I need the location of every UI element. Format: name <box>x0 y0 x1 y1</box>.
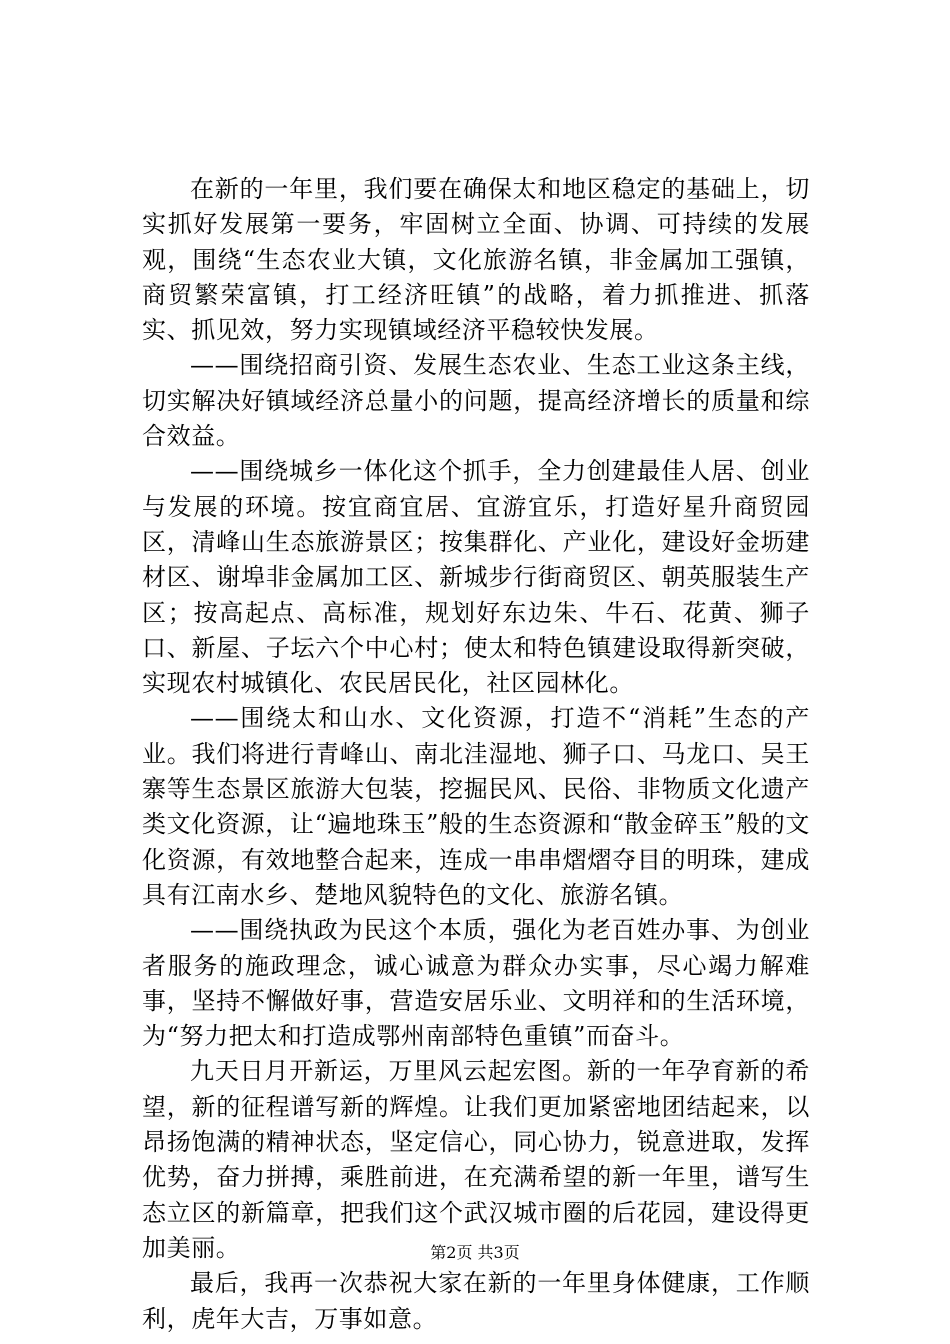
paragraph-6: 九天日月开新运，万里风云起宏图。新的一年孕育新的希望，新的征程谱写新的辉煌。让我们更加紧密地团结起来，以昂扬饱满的精神状态，坚定信心，同心协力，锐意进取，发挥优势，奋力拼搏，乘胜前进，在充满希望的新一年里，谱写生态立区的新篇章，把我们这个武汉城市圈的后花园，建设得更加美丽。 <box>142 1057 810 1262</box>
paragraph-5: ——围绕执政为民这个本质，强化为老百姓办事、为创业者服务的施政理念，诚心诚意为群众办实事，尽心竭力解难事，坚持不懈做好事，营造安居乐业、文明祥和的生活环境，为“努力把太和打造成鄂州南部特色重镇”而奋斗。 <box>142 916 810 1051</box>
paragraph-3: ——围绕城乡一体化这个抓手，全力创建最佳人居、创业与发展的环境。按宜商宜居、宜游宜乐，打造好星升商贸园区，清峰山生态旅游景区；按集群化、产业化，建设好金坜建材区、谢埠非金属加工区、新城步行街商贸区、朝英服装生产区；按高起点、高标准，规划好东边朱、牛石、花黄、狮子口、新屋、子坛六个中心村；使太和特色镇建设取得新突破，实现农村城镇化、农民居民化，社区园林化。 <box>142 457 810 698</box>
paragraph-1: 在新的一年里，我们要在确保太和地区稳定的基础上，切实抓好发展第一要务，牢固树立全面、协调、可持续的发展观，围绕“生态农业大镇，文化旅游名镇，非金属加工强镇，商贸繁荣富镇，打工经济旺镇”的战略，着力抓推进、抓落实、抓见效，努力实现镇域经济平稳较快发展。 <box>142 175 810 345</box>
document-body <box>142 172 810 1337</box>
paragraph-2: ——围绕招商引资、发展生态农业、生态工业这条主线，切实解决好镇域经济总量小的问题，提高经济增长的质量和综合效益。 <box>142 351 810 451</box>
paragraph-7: 最后，我再一次恭祝大家在新的一年里身体健康，工作顺利，虎年大吉，万事如意。 <box>142 1269 810 1333</box>
page-number-footer: 第2页 共3页 <box>430 1243 520 1262</box>
paragraph-4: ——围绕太和山水、文化资源，打造不“消耗”生态的产业。我们将进行青峰山、南北洼湿地、狮子口、马龙口、吴王寨等生态景区旅游大包装，挖掘民风、民俗、非物质文化遗产类文化资源，让“遍地珠玉”般的生态资源和“散金碎玉”般的文化资源，有效地整合起来，连成一串串熠熠夺目的明珠，建成具有江南水乡、楚地风貌特色的文化、旅游名镇。 <box>142 704 810 909</box>
